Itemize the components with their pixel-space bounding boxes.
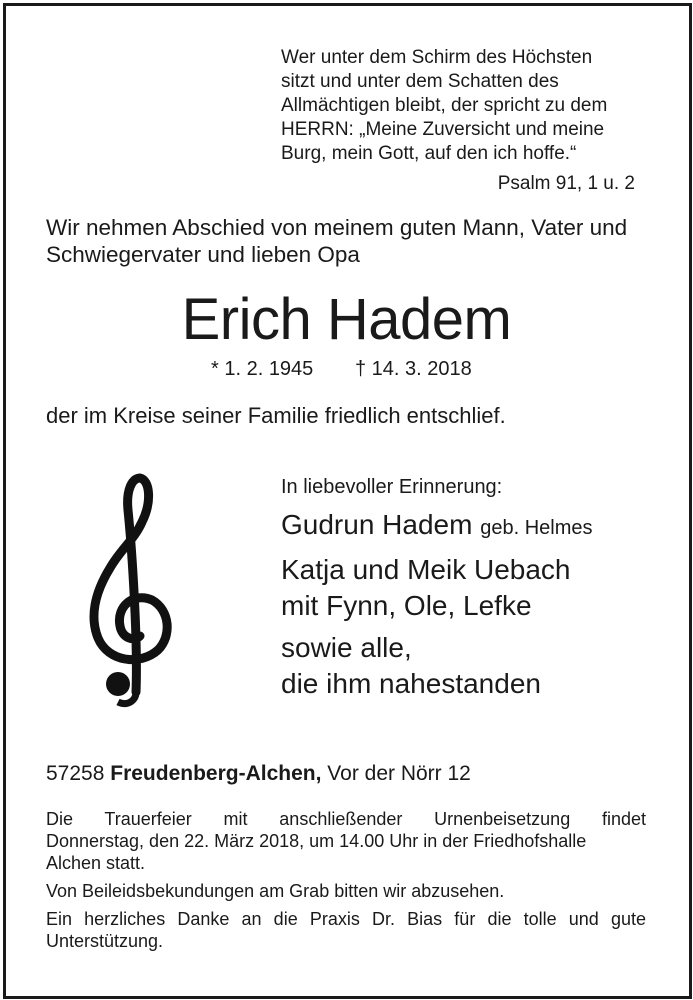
funeral-line: Die Trauerfeier mit anschließender Urnenbeisetzung findet [46,809,646,829]
mourners-list [281,507,593,702]
verse-source: Psalm 91, 1 u. 2 [497,173,635,194]
funeral-line: Alchen statt. [46,853,146,873]
thanks-line: Ein herzliches Danke an die Praxis Dr. Bias für die tolle und gute [46,909,646,929]
mourner-others-2: die ihm nahestanden [281,668,541,699]
funeral-info [46,808,646,874]
family-address [46,760,471,787]
verse-line: HERRN: „Meine Zuversicht und meine [281,119,605,140]
intro-line: Schwiegervater und lieben Opa [46,242,360,267]
treble-clef-icon [80,470,180,710]
death-date: † 14. 3. 2018 [355,358,472,380]
birth-date: * 1. 2. 1945 [211,358,314,380]
deceased-name: Erich Hadem [181,287,512,352]
wife-name: Gudrun Hadem [281,509,473,540]
city: Freudenberg-Alchen, [110,762,322,785]
verse-line: Burg, mein Gott, auf den ich hoffe.“ [281,143,577,164]
thanks-line: Unterstützung. [46,931,164,951]
mourner-wife [281,507,593,546]
funeral-line: Donnerstag, den 22. März 2018, um 14.00 Uhr in der Friedhofshalle [46,831,587,851]
verse-line: Allmächtigen bleibt, der spricht zu dem [281,95,608,116]
verse-line: Wer unter dem Schirm des Höchsten [281,47,593,68]
postal-code: 57258 [46,762,105,785]
intro-text [46,214,656,268]
mourner-grandchildren: mit Fynn, Ole, Lefke [281,590,532,621]
bible-verse [281,46,641,166]
mourner-children: Katja und Meik Uebach [281,554,571,585]
street: Vor der Nörr 12 [327,762,471,785]
verse-line: sitzt und unter dem Schatten des [281,71,559,92]
wife-maiden-name: geb. Helmes [480,517,593,539]
intro-line: Wir nehmen Abschied von meinem guten Mann, Vater und [46,215,628,240]
closing-text: der im Kreise seiner Familie friedlich entschlief. [46,403,506,428]
condolence-note: Von Beileidsbekundungen am Grab bitten wir abzusehen. [46,881,505,901]
mourners-heading: In liebevoller Erinnerung: [281,476,503,498]
funeral-notices [46,808,646,958]
thanks-note [46,908,646,952]
mourner-others-1: sowie alle, [281,632,412,663]
